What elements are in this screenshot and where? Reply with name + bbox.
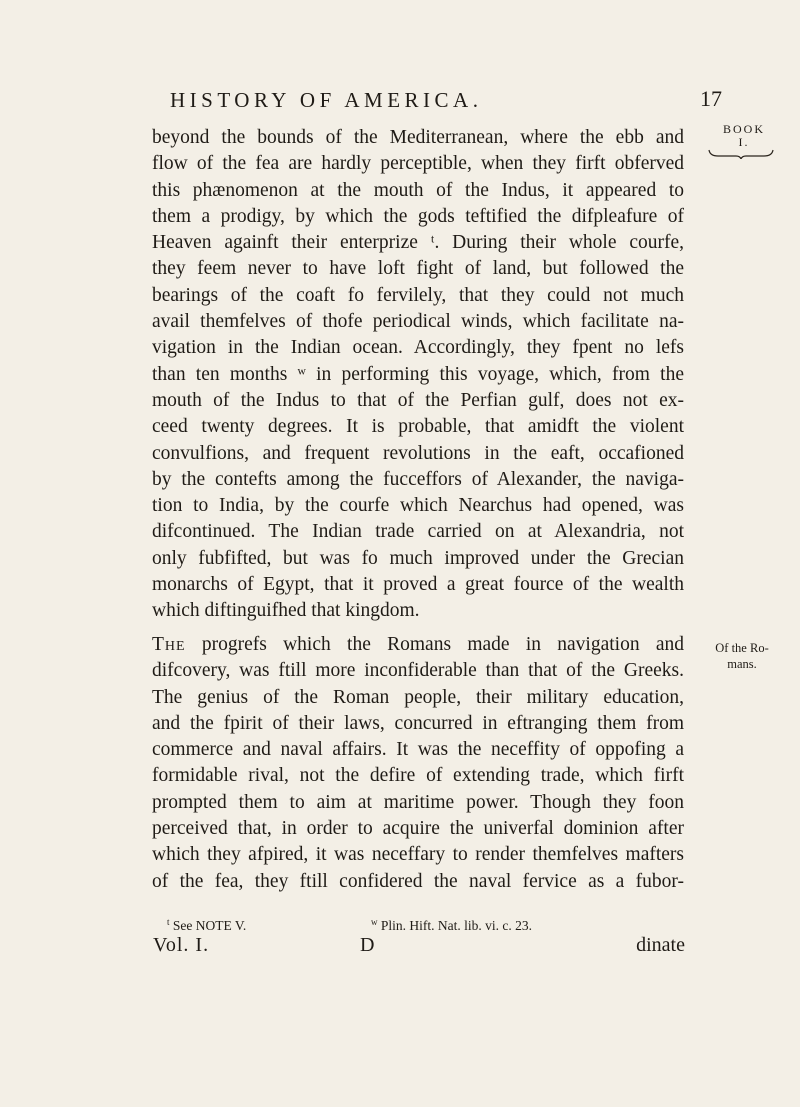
paragraph-1-line: they feem never to have loft fight of land, but followed the — [152, 258, 684, 280]
paragraph-1-line: which diftinguifhed that kingdom. — [152, 600, 420, 622]
footnote-t-marker: t — [167, 917, 170, 927]
side-note-line-2: mans. — [727, 657, 757, 671]
paragraph-1-line: mouth of the Indus to that of the Perfian gulf, does not ex- — [152, 389, 684, 411]
footnote-t-text: See NOTE V. — [169, 918, 247, 933]
paragraph-1-text — [152, 125, 684, 625]
volume-label: Vol. I. — [153, 934, 210, 956]
page-number: 17 — [700, 86, 722, 111]
paragraph-2-line: commerce and naval affairs. It was the neceffity of oppofing a — [152, 739, 684, 761]
paragraph-2-line: prompted them to aim at maritime power. Though they foon — [152, 791, 684, 813]
paragraph-2 — [152, 632, 684, 895]
paragraph-2-line: The genius of the Roman people, their military education, — [152, 686, 684, 708]
paragraph-1-line: by the contefts among the fucceffors of Alexander, the naviga- — [152, 468, 684, 490]
paragraph-1-line: tion to India, by the courfe which Nearchus had opened, was — [152, 495, 684, 517]
signature-row — [153, 934, 685, 960]
paragraph-2-text — [152, 632, 684, 895]
book-label: BOOK — [722, 122, 765, 136]
side-note — [692, 640, 792, 672]
footnote-w-marker: w — [371, 917, 378, 927]
paragraph-2-line — [152, 632, 684, 658]
paragraph-2-line: perceived that, in order to acquire the univerfal dominion after — [152, 818, 684, 840]
signature-mark: D — [360, 934, 375, 956]
paragraph-2-line: and the fpirit of their laws, concurred in eftranging them from — [152, 712, 684, 734]
paragraph-1 — [152, 125, 684, 625]
book-number: I. — [738, 135, 750, 149]
paragraph-1-line: avail themfelves of thofe periodical winds, which facilitate na- — [152, 311, 684, 333]
paragraph-2-line: which they afpired, it was neceffary to render themfelves mafters — [152, 844, 684, 866]
paragraph-1-line: this phænomenon at the mouth of the Indus, it appeared to — [152, 179, 684, 201]
side-note-line-1: Of the Ro- — [715, 641, 769, 655]
opening-word: The — [152, 634, 186, 655]
paragraph-1-line: only fubfifted, but was fo much improved under the Grecian — [152, 547, 684, 569]
first-line-rest: progrefs which the Romans made in navigation and — [185, 634, 684, 655]
running-title: HISTORY OF AMERICA. — [170, 88, 483, 112]
paragraph-1-line: than ten months ʷ in performing this voyage, which, from the — [152, 363, 684, 385]
footnote-t — [167, 917, 246, 934]
paragraph-2-line: of the fea, they ftill confidered the naval fervice as a fubor- — [152, 870, 684, 892]
paragraph-1-line: flow of the fea are hardly perceptible, when they firft obferved — [152, 153, 684, 175]
paragraph-1-line: difcontinued. The Indian trade carried on at Alexandria, not — [152, 521, 684, 543]
paragraph-1-line: vigation in the Indian ocean. Accordingly, they fpent no lefs — [152, 337, 684, 359]
footnote-w-text: Plin. Hift. Nat. lib. vi. c. 23. — [377, 918, 532, 933]
catchword: dinate — [636, 934, 685, 956]
paragraph-2-line: difcovery, was ftill more inconfiderable than that of the Greeks. — [152, 660, 684, 682]
paragraph-2-line: formidable rival, not the defire of extending trade, which firft — [152, 765, 684, 787]
book-marker — [704, 123, 784, 149]
paragraph-1-line: them a prodigy, by which the gods teftified the difpleafure of — [152, 205, 684, 227]
paragraph-1-line: convulfions, and frequent revolutions in the eaft, occafioned — [152, 442, 684, 464]
paragraph-1-line: monarchs of Egypt, that it proved a great fource of the wealth — [152, 574, 684, 596]
paragraph-1-line: bearings of the coaft fo fervilely, that they could not much — [152, 284, 684, 306]
footnote-w — [371, 917, 532, 934]
brace-ornament — [708, 149, 774, 159]
paragraph-1-line: beyond the bounds of the Mediterranean, where the ebb and — [152, 127, 684, 148]
paragraph-1-line: ceed twenty degrees. It is probable, that amidft the violent — [152, 416, 684, 438]
paragraph-1-line: Heaven againft their enterprize ᵗ. During their whole courfe, — [152, 232, 684, 254]
